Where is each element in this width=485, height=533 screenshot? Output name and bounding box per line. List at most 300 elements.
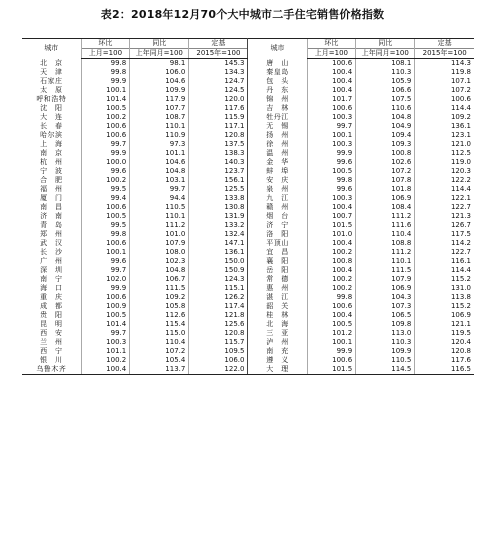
base-cell: 115.2 (415, 275, 474, 284)
yoy-cell: 100.8 (356, 149, 415, 158)
base-cell: 121.1 (415, 320, 474, 329)
yoy-cell: 101.1 (130, 149, 189, 158)
base-cell: 130.8 (189, 203, 248, 212)
mom-cell: 100.4 (307, 266, 356, 275)
city-cell: 温 州 (266, 149, 289, 157)
city-cell: 南 宁 (40, 275, 63, 283)
yoy-cell: 113.7 (130, 365, 189, 375)
mom-cell: 101.2 (307, 329, 356, 338)
city-cell: 银 川 (40, 356, 63, 364)
table-row (22, 194, 474, 203)
base-cell: 137.5 (189, 140, 248, 149)
city-cell: 厦 门 (40, 194, 63, 202)
table-row (22, 230, 474, 239)
base-cell: 114.4 (415, 185, 474, 194)
city-cell: 襄 阳 (266, 257, 289, 265)
base-cell: 100.6 (415, 95, 474, 104)
mom-cell: 100.1 (81, 86, 130, 95)
table-row (22, 104, 474, 113)
col-header-city: 城市 (248, 39, 307, 59)
mom-cell: 100.6 (81, 293, 130, 302)
mom-cell: 100.2 (307, 248, 356, 257)
yoy-cell: 115.0 (130, 329, 189, 338)
city-cell: 昆 明 (40, 320, 63, 328)
city-cell: 桂 林 (266, 311, 289, 319)
col-sub-base: 2015年=100 (189, 49, 248, 59)
city-cell: 丹 东 (266, 86, 289, 94)
base-cell: 121.8 (189, 311, 248, 320)
base-cell: 113.8 (415, 293, 474, 302)
base-cell: 117.6 (189, 104, 248, 113)
base-cell: 115.2 (415, 302, 474, 311)
yoy-cell: 114.5 (356, 365, 415, 375)
base-cell: 119.8 (415, 68, 474, 77)
base-cell: 106.0 (189, 356, 248, 365)
city-cell: 北 京 (40, 58, 63, 67)
city-cell: 北 海 (266, 320, 289, 328)
city-cell: 遵 义 (266, 356, 289, 364)
col-header-mom: 环比 (81, 39, 130, 49)
mom-cell: 99.8 (307, 293, 356, 302)
yoy-cell: 104.8 (130, 266, 189, 275)
city-cell: 大 理 (248, 365, 307, 375)
mom-cell: 99.8 (307, 176, 356, 185)
base-cell: 138.3 (189, 149, 248, 158)
city-cell: 湛 江 (266, 293, 289, 301)
mom-cell: 99.9 (81, 149, 130, 158)
table-row (22, 212, 474, 221)
yoy-cell: 109.8 (356, 320, 415, 329)
mom-cell: 100.1 (81, 248, 130, 257)
col-header-base: 定基 (415, 39, 474, 49)
city-cell: 呼和浩特 (36, 95, 67, 103)
base-cell: 147.1 (189, 239, 248, 248)
base-cell: 120.8 (189, 329, 248, 338)
mom-cell: 99.8 (81, 59, 130, 69)
yoy-cell: 106.5 (356, 311, 415, 320)
mom-cell: 100.6 (307, 59, 356, 69)
mom-cell: 99.8 (81, 68, 130, 77)
yoy-cell: 104.8 (356, 113, 415, 122)
mom-cell: 100.6 (81, 122, 130, 131)
mom-cell: 101.5 (307, 221, 356, 230)
yoy-cell: 110.3 (356, 68, 415, 77)
base-cell: 156.1 (189, 176, 248, 185)
base-cell: 131.0 (415, 284, 474, 293)
base-cell: 124.7 (189, 77, 248, 86)
yoy-cell: 108.7 (130, 113, 189, 122)
city-cell: 太 原 (40, 86, 63, 94)
yoy-cell: 105.9 (356, 77, 415, 86)
yoy-cell: 109.9 (130, 86, 189, 95)
yoy-cell: 101.8 (356, 185, 415, 194)
yoy-cell: 107.8 (356, 176, 415, 185)
table-row (22, 77, 474, 86)
yoy-cell: 106.9 (356, 194, 415, 203)
table-row (22, 149, 474, 158)
yoy-cell: 111.5 (356, 266, 415, 275)
mom-cell: 99.6 (81, 167, 130, 176)
yoy-cell: 109.2 (130, 293, 189, 302)
city-cell: 南 京 (40, 149, 63, 157)
city-cell: 长 沙 (40, 248, 63, 256)
col-header-yoy: 同比 (356, 39, 415, 49)
page-title: 表2：2018年12月70个大中城市二手住宅销售价格指数 (100, 8, 385, 21)
city-cell: 石家庄 (40, 77, 63, 85)
base-cell: 125.5 (189, 185, 248, 194)
city-cell: 烟 台 (266, 212, 289, 220)
col-sub-mom: 上月=100 (307, 49, 356, 59)
yoy-cell: 111.5 (130, 284, 189, 293)
mom-cell: 100.4 (307, 86, 356, 95)
yoy-cell: 115.4 (130, 320, 189, 329)
mom-cell: 99.6 (307, 158, 356, 167)
yoy-cell: 110.3 (356, 338, 415, 347)
city-cell: 秦皇岛 (266, 68, 289, 76)
mom-cell: 100.4 (307, 77, 356, 86)
base-cell: 132.4 (189, 230, 248, 239)
mom-cell: 100.3 (81, 338, 130, 347)
yoy-cell: 110.4 (356, 230, 415, 239)
yoy-cell: 110.5 (356, 356, 415, 365)
table-row (22, 311, 474, 320)
base-cell: 136.1 (415, 122, 474, 131)
yoy-cell: 107.5 (356, 95, 415, 104)
base-cell: 122.7 (415, 248, 474, 257)
city-cell: 长 春 (40, 122, 63, 130)
base-cell: 125.6 (189, 320, 248, 329)
yoy-cell: 104.3 (356, 293, 415, 302)
mom-cell: 99.6 (307, 185, 356, 194)
city-cell: 南 充 (266, 347, 289, 355)
yoy-cell: 107.2 (356, 167, 415, 176)
yoy-cell: 102.3 (130, 257, 189, 266)
city-cell: 三 亚 (266, 329, 289, 337)
base-cell: 115.1 (189, 284, 248, 293)
city-cell: 哈尔滨 (40, 131, 63, 139)
city-cell: 广 州 (40, 257, 63, 265)
city-cell: 武 汉 (40, 239, 63, 247)
base-cell: 106.9 (415, 311, 474, 320)
mom-cell: 100.4 (81, 365, 130, 375)
table-row (22, 167, 474, 176)
mom-cell: 99.5 (81, 221, 130, 230)
city-cell: 西 宁 (40, 347, 63, 355)
city-cell: 包 头 (266, 77, 289, 85)
table-row (22, 284, 474, 293)
city-cell: 深 圳 (40, 266, 63, 274)
table-row (22, 158, 474, 167)
mom-cell: 100.2 (81, 356, 130, 365)
table-row (22, 59, 474, 69)
base-cell: 112.5 (415, 149, 474, 158)
mom-cell: 99.6 (81, 257, 130, 266)
yoy-cell: 112.6 (130, 311, 189, 320)
yoy-cell: 111.2 (356, 248, 415, 257)
yoy-cell: 108.1 (356, 59, 415, 69)
mom-cell: 99.7 (307, 122, 356, 131)
mom-cell: 100.6 (81, 203, 130, 212)
base-cell: 117.4 (189, 302, 248, 311)
city-cell: 牡丹江 (266, 113, 289, 121)
mom-cell: 100.2 (307, 284, 356, 293)
base-cell: 122.7 (415, 203, 474, 212)
base-cell: 114.4 (415, 104, 474, 113)
city-cell: 九 江 (266, 194, 289, 202)
yoy-cell: 108.8 (356, 239, 415, 248)
table-row (22, 248, 474, 257)
city-cell: 合 肥 (40, 176, 63, 184)
yoy-cell: 109.3 (356, 140, 415, 149)
table-row (22, 131, 474, 140)
base-cell: 140.3 (189, 158, 248, 167)
table-row (22, 338, 474, 347)
mom-cell: 99.9 (81, 77, 130, 86)
yoy-cell: 104.9 (356, 122, 415, 131)
city-cell: 金 华 (266, 158, 289, 166)
mom-cell: 100.2 (81, 176, 130, 185)
col-sub-base: 2015年=100 (415, 49, 474, 59)
mom-cell: 100.6 (307, 104, 356, 113)
base-cell: 116.1 (415, 257, 474, 266)
mom-cell: 100.4 (307, 68, 356, 77)
mom-cell: 100.6 (81, 131, 130, 140)
mom-cell: 99.5 (81, 185, 130, 194)
yoy-cell: 105.8 (130, 302, 189, 311)
mom-cell: 100.4 (307, 239, 356, 248)
base-cell: 134.3 (189, 68, 248, 77)
city-cell: 韶 关 (266, 302, 289, 310)
yoy-cell: 107.2 (130, 347, 189, 356)
city-cell: 洛 阳 (266, 230, 289, 238)
city-cell: 西 安 (40, 329, 63, 337)
table-row (22, 86, 474, 95)
yoy-cell: 110.4 (130, 338, 189, 347)
yoy-cell: 111.6 (356, 221, 415, 230)
yoy-cell: 113.0 (356, 329, 415, 338)
city-cell: 泉 州 (266, 185, 289, 193)
yoy-cell: 106.7 (130, 275, 189, 284)
table-row (22, 122, 474, 131)
mom-cell: 101.1 (81, 347, 130, 356)
base-cell: 150.0 (189, 257, 248, 266)
base-cell: 121.0 (415, 140, 474, 149)
city-cell: 南 昌 (40, 203, 63, 211)
city-cell: 济 宁 (266, 221, 289, 229)
yoy-cell: 107.3 (356, 302, 415, 311)
base-cell: 117.5 (415, 230, 474, 239)
mom-cell: 102.0 (81, 275, 130, 284)
mom-cell: 100.7 (307, 212, 356, 221)
yoy-cell: 110.5 (130, 203, 189, 212)
yoy-cell: 104.6 (130, 158, 189, 167)
city-cell: 福 州 (40, 185, 63, 193)
city-cell: 吉 林 (266, 104, 289, 112)
table-row (22, 329, 474, 338)
mom-cell: 100.2 (81, 113, 130, 122)
base-cell: 109.2 (415, 113, 474, 122)
table-row (22, 356, 474, 365)
yoy-cell: 111.2 (130, 221, 189, 230)
city-cell: 青 岛 (40, 221, 63, 229)
city-cell: 重 庆 (40, 293, 63, 301)
city-cell: 上 海 (40, 140, 63, 148)
city-cell: 蚌 埠 (266, 167, 289, 175)
city-cell: 常 德 (266, 275, 289, 283)
table-row (22, 257, 474, 266)
mom-cell: 100.4 (307, 203, 356, 212)
base-cell: 122.2 (415, 176, 474, 185)
table-row (22, 68, 474, 77)
mom-cell: 100.5 (307, 167, 356, 176)
base-cell: 131.9 (189, 212, 248, 221)
city-cell: 成 都 (40, 302, 63, 310)
city-cell: 天 津 (40, 68, 63, 76)
base-cell: 107.2 (415, 86, 474, 95)
mom-cell: 100.5 (81, 311, 130, 320)
table-row (22, 239, 474, 248)
city-cell: 锦 州 (266, 95, 289, 103)
mom-cell: 100.6 (307, 356, 356, 365)
city-cell: 宜 昌 (266, 248, 289, 256)
base-cell: 120.8 (415, 347, 474, 356)
mom-cell: 101.4 (81, 95, 130, 104)
yoy-cell: 104.6 (130, 77, 189, 86)
table-row (22, 95, 474, 104)
table-row (22, 221, 474, 230)
base-cell: 114.2 (415, 239, 474, 248)
city-cell: 赣 州 (266, 203, 289, 211)
mom-cell: 100.5 (81, 212, 130, 221)
base-cell: 121.3 (415, 212, 474, 221)
city-cell: 徐 州 (266, 140, 289, 148)
table-row (22, 140, 474, 149)
yoy-cell: 94.4 (130, 194, 189, 203)
base-cell: 122.0 (189, 365, 248, 375)
mom-cell: 101.4 (81, 320, 130, 329)
base-cell: 126.7 (415, 221, 474, 230)
base-cell: 120.4 (415, 338, 474, 347)
base-cell: 114.4 (415, 266, 474, 275)
yoy-cell: 108.4 (356, 203, 415, 212)
city-cell: 贵 阳 (40, 311, 63, 319)
mom-cell: 100.2 (307, 275, 356, 284)
table-row (22, 275, 474, 284)
base-cell: 123.1 (415, 131, 474, 140)
city-cell: 无 锡 (266, 122, 289, 130)
base-cell: 136.1 (189, 248, 248, 257)
yoy-cell: 110.6 (356, 104, 415, 113)
base-cell: 124.5 (189, 86, 248, 95)
base-cell: 124.3 (189, 275, 248, 284)
table-row (22, 203, 474, 212)
city-cell: 济 南 (40, 212, 63, 220)
table-row (22, 302, 474, 311)
col-header-city: 城市 (22, 39, 81, 59)
mom-cell: 100.6 (81, 239, 130, 248)
base-cell: 120.8 (189, 131, 248, 140)
mom-cell: 99.4 (81, 194, 130, 203)
base-cell: 115.7 (189, 338, 248, 347)
base-cell: 122.1 (415, 194, 474, 203)
city-cell: 平顶山 (266, 239, 289, 247)
city-cell: 沈 阳 (40, 104, 63, 112)
yoy-cell: 110.1 (356, 257, 415, 266)
table-row (22, 266, 474, 275)
city-cell: 郑 州 (40, 230, 63, 238)
col-sub-mom: 上月=100 (81, 49, 130, 59)
mom-cell: 99.8 (81, 230, 130, 239)
table-row (22, 293, 474, 302)
yoy-cell: 104.8 (130, 167, 189, 176)
mom-cell: 100.0 (81, 158, 130, 167)
col-header-mom: 环比 (307, 39, 356, 49)
mom-cell: 100.1 (307, 338, 356, 347)
mom-cell: 100.3 (307, 113, 356, 122)
base-cell: 117.1 (189, 122, 248, 131)
mom-cell: 99.9 (81, 284, 130, 293)
city-cell: 宁 波 (40, 167, 63, 175)
yoy-cell: 110.9 (130, 131, 189, 140)
yoy-cell: 109.4 (356, 131, 415, 140)
base-cell: 123.7 (189, 167, 248, 176)
city-cell: 大 连 (40, 113, 63, 121)
city-cell: 唐 山 (266, 58, 289, 67)
yoy-cell: 103.1 (130, 176, 189, 185)
col-sub-yoy: 上年同月=100 (130, 49, 189, 59)
mom-cell: 100.3 (307, 194, 356, 203)
yoy-cell: 110.1 (130, 122, 189, 131)
yoy-cell: 110.1 (130, 212, 189, 221)
yoy-cell: 97.3 (130, 140, 189, 149)
yoy-cell: 109.9 (356, 347, 415, 356)
yoy-cell: 107.9 (130, 239, 189, 248)
base-cell: 119.0 (415, 158, 474, 167)
yoy-cell: 107.9 (356, 275, 415, 284)
city-cell: 海 口 (40, 284, 63, 292)
mom-cell: 99.9 (307, 347, 356, 356)
city-cell: 安 庆 (266, 176, 289, 184)
table-row (22, 347, 474, 356)
city-cell: 泸 州 (266, 338, 289, 346)
yoy-cell: 105.4 (130, 356, 189, 365)
yoy-cell: 102.6 (356, 158, 415, 167)
city-cell: 杭 州 (40, 158, 63, 166)
base-cell: 114.3 (415, 59, 474, 69)
header-row (22, 39, 474, 49)
col-sub-yoy: 上年同月=100 (356, 49, 415, 59)
table-row (22, 365, 474, 375)
base-cell: 120.3 (415, 167, 474, 176)
base-cell: 126.2 (189, 293, 248, 302)
base-cell: 115.9 (189, 113, 248, 122)
mom-cell: 99.7 (81, 140, 130, 149)
mom-cell: 99.7 (81, 266, 130, 275)
price-index-table (22, 38, 474, 375)
base-cell: 120.0 (189, 95, 248, 104)
mom-cell: 99.9 (307, 149, 356, 158)
col-header-yoy: 同比 (130, 39, 189, 49)
yoy-cell: 106.9 (356, 284, 415, 293)
base-cell: 150.9 (189, 266, 248, 275)
mom-cell: 101.5 (307, 365, 356, 375)
mom-cell: 100.1 (307, 131, 356, 140)
yoy-cell: 106.0 (130, 68, 189, 77)
city-cell: 乌鲁木齐 (22, 365, 81, 375)
city-cell: 扬 州 (266, 131, 289, 139)
city-cell: 兰 州 (40, 338, 63, 346)
mom-cell: 100.5 (81, 104, 130, 113)
